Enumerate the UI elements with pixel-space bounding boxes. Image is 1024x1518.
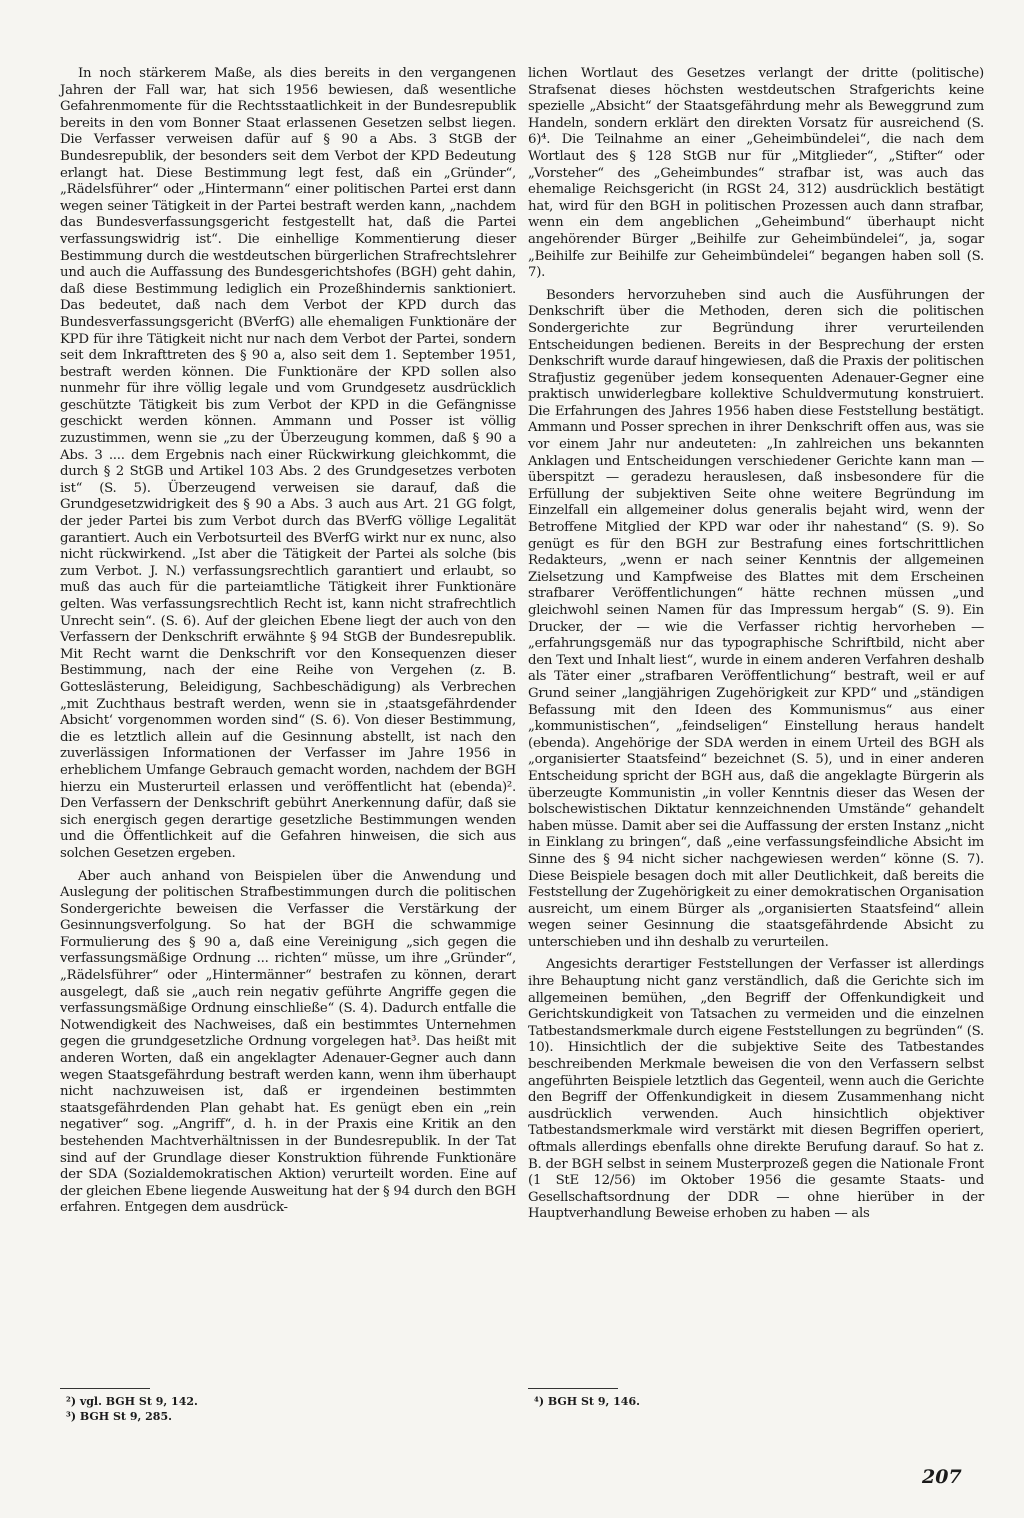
footnotes-left xyxy=(66,1394,198,1424)
footnotes-right xyxy=(534,1394,640,1409)
footnote: ⁴) BGH St 9, 146. xyxy=(534,1395,640,1408)
page-number: 207 xyxy=(922,1466,962,1488)
paragraph: Angesichts derartiger Feststellungen der Verfasser ist allerdings ihre Behauptung nicht ganz verständlich, daß die Gerichte sich im allgemeinen bemühen, „den Begriff der Offenkundigkeit und Gerichtskundigkeit von Tatsachen zu vermeiden und die einzelnen Tatbestandsmerkmale durch eigene Feststellungen zu begründen“ (S. 10). Hinsichtlich der die subjektive Seite des Tatbestandes beschreibenden Merkmale beweisen die von den Verfassern selbst angeführten Beispiele letztlich das Gegenteil, wenn auch die Gerichte den Begriff der Offenkundigkeit in diesem Zusammenhang nicht ausdrücklich verwenden. Auch hinsichtlich objektiver Tatbestandsmerkmale wird verstärkt mit diesen Begriffen operiert, oftmals allerdings ebenfalls ohne direkte Berufung darauf. So hat z. B. der BGH selbst in seinem Musterprozeß gegen die Nationale Front (1 StE 12/56) im Oktober 1956 die gesamte Staats- und Gesellschaftsordnung der DDR — ohne hierüber in der Hauptverhandlung Beweise erhoben zu haben — als xyxy=(528,957,984,1222)
right-column xyxy=(528,66,984,1229)
paragraph: In noch stärkerem Maße, als dies bereits in den vergangenen Jahren der Fall war, hat sich 1956 bewiesen, daß wesentliche Gefahrenmomente für die Rechtsstaatlichkeit in der Bundesrepublik bereits in den vom Bonner Staat erlassenen Gesetzen selbst liegen. Die Verfasser verweisen dafür auf § 90 a Abs. 3 StGB der Bundesrepublik, der besonders seit dem Verbot der KPD Bedeutung erlangt hat. Diese Bestimmung legt fest, daß ein „Gründer“, „Rädelsführer“ oder „Hintermann“ einer politischen Partei erst dann wegen seiner Tätigkeit in der Partei bestraft werden kann, „nachdem das Bundesverfassungsgericht festgestellt hat, daß die Partei verfassungswidrig ist“. Die einhellige Kommentierung dieser Bestimmung durch die westdeutschen bürgerlichen Strafrechtslehrer und auch die Auffassung des Bundesgerichtshofes (BGH) geht dahin, daß diese Bestimmung lediglich ein Prozeßhindernis sanktioniert. Das bedeutet, daß nach dem Verbot der KPD durch das Bundesverfassungsgericht (BVerfG) alle ehemaligen Funktionäre der KPD für ihre Tätigkeit nicht nur nach dem Verbot der Partei, sondern seit dem Inkrafttreten des § 90 a, also seit dem 1. September 1951, bestraft werden können. Die Funktionäre der KPD sollen also nunmehr für ihre völlig legale und vom Grundgesetz ausdrücklich geschützte Tätigkeit bis zum Verbot der KPD in die Gefängnisse geschickt werden können. Ammann und Posser ist völlig zuzustimmen, wenn sie „zu der Überzeugung kommen, daß § 90 a Abs. 3 .... dem Ergebnis nach einer Rückwirkung gleichkommt, die durch § 2 StGB und Artikel 103 Abs. 2 des Grundgesetzes verboten ist“ (S. 5). Überzeugend verweisen sie darauf, daß die Grundgesetzwidrigkeit des § 90 a Abs. 3 auch aus Art. 21 GG folgt, der jeder Partei bis zum Verbot durch das BVerfG völlige Legalität garantiert. Auch ein Verbotsurteil des BVerfG wirkt nur ex nunc, also nicht rückwirkend. „Ist aber die Tätigkeit der Partei als solche (bis zum Verbot. J. N.) verfassungsrechtlich garantiert und erlaubt, so muß das auch für die parteiamtliche Tätigkeit ihrer Funktionäre gelten. Was verfassungsrechtlich Recht ist, kann nicht strafrechtlich Unrecht sein“. (S. 6). Auf der gleichen Ebene liegt der auch von den Verfassern der Denkschrift erwähnte § 94 StGB der Bundesrepublik. Mit Recht warnt die Denkschrift vor den Konsequenzen dieser Bestimmung, nach der eine Reihe von Vergehen (z. B. Gotteslästerung, Beleidigung, Sachbeschädigung) als Verbrechen „mit Zuchthaus bestraft werden, wenn sie in ‚staatsgefährdender Absicht‘ vorgenommen worden sind“ (S. 6). Von dieser Bestimmung, die es letztlich allein auf die Gesinnung abstellt, ist nach den zuverlässigen Informationen der Verfasser im Jahre 1956 in erheblichem Umfange Gebrauch gemacht worden, nachdem der BGH hierzu ein Musterurteil erlassen und veröffentlicht hat (ebenda)². Den Verfassern der Denkschrift gebührt Anerkennung dafür, daß sie sich energisch gegen derartige gesetzliche Bestimmungen wenden und die Öffentlichkeit auf die Gefahren hinweisen, die sich aus solchen Gesetzen ergeben. xyxy=(60,66,516,861)
paragraph: Besonders hervorzuheben sind auch die Ausführungen der Denkschrift über die Methoden, deren sich die politischen Sondergerichte zur Begründung ihrer verurteilenden Entscheidungen bedienen. Bereits in der Besprechung der ersten Denkschrift wurde darauf hingewiesen, daß die Praxis der politischen Strafjustiz gegenüber jedem konsequenten Adenauer-Gegner eine praktisch unwiderlegbare kollektive Schuldvermutung konstruiert. Die Erfahrungen des Jahres 1956 haben diese Feststellung bestätigt. Ammann und Posser sprechen in ihrer Denkschrift offen aus, was sie vor einem Jahr nur andeuteten: „In zahlreichen uns bekannten Anklagen und Entscheidungen verschiedener Gerichte kann man — überspitzt — geradezu herauslesen, daß insbesondere für die Erfüllung der subjektiven Seite ohne weitere Begründung im Einzelfall ein allgemeiner dolus generalis bejaht wird, wenn der Betroffene Mitglied der KPD war oder ihr nahestand“ (S. 9). So genügt es für den BGH zur Bestrafung eines fortschrittlichen Redakteurs, „wenn er nach seiner Kenntnis der allgemeinen Zielsetzung und Kampfweise des Blattes mit dem Erscheinen strafbarer Veröffentlichungen“ hätte rechnen müssen „und gleichwohl seinen Namen für das Impressum hergab“ (S. 9). Ein Drucker, der — wie die Verfasser richtig hervorheben — „erfahrungsgemäß nur das typographische Schriftbild, nicht aber den Text und Inhalt liest“, wurde in einem anderen Verfahren deshalb als Täter einer „strafbaren Veröffentlichung“ bestraft, weil er auf Grund seiner „langjährigen Zugehörigkeit zur KPD“ und „ständigen Befassung mit den Ideen des Kommunismus“ aus einer „kommunistischen“, „feindseligen“ Einstellung heraus handelt (ebenda). Angehörige der SDA werden in einem Urteil des BGH als „organisierter Staatsfeind“ bezeichnet (S. 5), und in einer anderen Entscheidung spricht der BGH aus, daß die angeklagte Bürgerin als überzeugte Kommunistin „in voller Kenntnis dieser das Wesen der bolschewistischen Diktatur kennzeichnenden Umstände“ gehandelt haben müsse. Damit aber sei die Auffassung der ersten Instanz „nicht in Einklang zu bringen“, daß „eine verfassungsfeindliche Absicht im Sinne des § 94 nicht sicher nachgewiesen werden“ könne (S. 7). Diese Beispiele besagen doch mit aller Deutlichkeit, daß bereits die Feststellung der Zugehörigkeit zu einer demokratischen Organisation ausreicht, um einem Bürger als „organisierten Staatsfeind“ allein wegen seiner Gesinnung die staatsgefährdende Absicht zu unterschieben und ihn deshalb zu verurteilen. xyxy=(528,287,984,950)
left-column xyxy=(60,66,516,1223)
paragraph: Aber auch anhand von Beispielen über die Anwendung und Auslegung der politischen Strafbestimmungen durch die politischen Sondergerichte beweisen die Verfasser die Verstärkung der Gesinnungsverfolgung. So hat der BGH die schwammige Formulierung des § 90 a, daß eine Vereinigung „sich gegen die verfassungsmäßige Ordnung ... richten“ müsse, um ihre „Gründer“, „Rädelsführer“ oder „Hintermänner“ bestrafen zu können, derart ausgelegt, daß sie „auch rein negativ geführte Angriffe gegen die verfassungsmäßige Ordnung einschließe“ (S. 4). Dadurch entfalle die Notwendigkeit des Nachweises, daß ein bestimmtes Unternehmen gegen die grundgesetzliche Ordnung vorgelegen hat³. Das heißt mit anderen Worten, daß ein angeklagter Adenauer-Gegner auch dann wegen Staatsgefährdung bestraft werden kann, wenn ihm überhaupt nicht nachzuweisen ist, daß er irgendeinen bestimmten staatsgefährdenden Plan gehabt hat. Es genügt eben ein „rein negativer“ sog. „Angriff“, d. h. in der Praxis eine Kritik an den bestehenden Machtverhältnissen in der Bundesrepublik. In der Tat sind auf der Grundlage dieser Konstruktion führende Funktionäre der SDA (Sozialdemokratischen Aktion) verurteilt worden. Eine auf der gleichen Ebene liegende Ausweitung hat der § 94 durch den BGH erfahren. Entgegen dem ausdrück- xyxy=(60,868,516,1216)
footnote-divider xyxy=(528,1388,618,1389)
paragraph: lichen Wortlaut des Gesetzes verlangt der dritte (politische) Strafsenat dieses höchsten westdeutschen Strafgerichts keine spezielle „Absicht“ der Staatsgefährdung mehr als Beweggrund zum Handeln, sondern erklärt den direkten Vorsatz für ausreichend (S. 6)⁴. Die Teilnahme an einer „Geheimbündelei“, die nach dem Wortlaut des § 128 StGB nur für „Mitglieder“, „Stifter“ oder „Vorsteher“ des „Geheimbundes“ strafbar ist, was auch das ehemalige Reichsgericht (in RGSt 24, 312) ausdrücklich bestätigt hat, wird für den BGH in politischen Prozessen auch dann strafbar, wenn ein dem angeblichen „Geheimbund“ überhaupt nicht angehörender Bürger „Beihilfe zur Geheimbündelei“, ja, sogar „Beihilfe zur Beihilfe zur Geheimbündelei“ begangen haben soll (S. 7). xyxy=(528,66,984,281)
footnote: ²) vgl. BGH St 9, 142. xyxy=(66,1395,198,1408)
footnote-divider xyxy=(60,1388,150,1389)
footnote: ³) BGH St 9, 285. xyxy=(66,1410,172,1423)
